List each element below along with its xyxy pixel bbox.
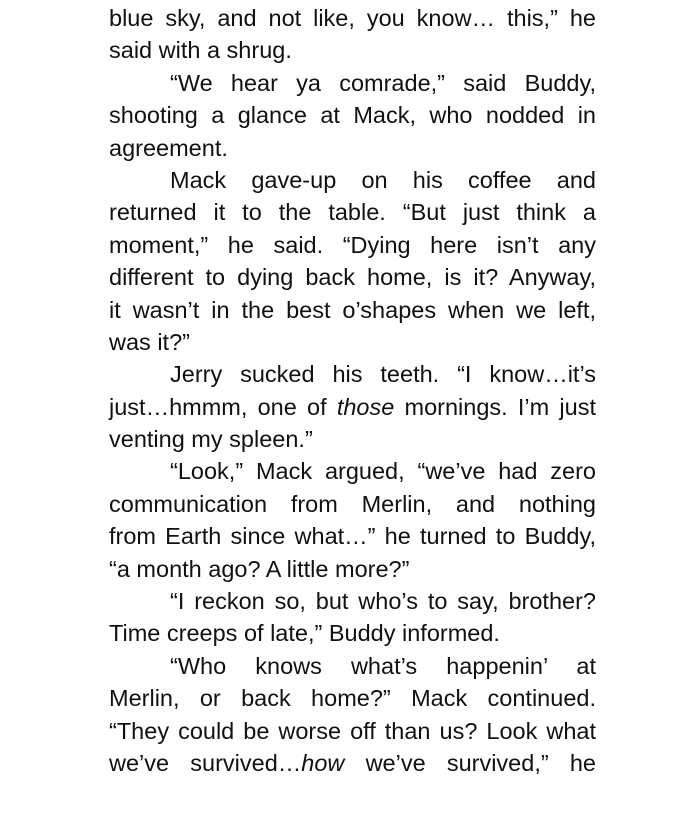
text-line: blue sky, and not like, you know… this,” he bbox=[109, 5, 596, 31]
text-line: from Earth since what…” he turned to Buddy, bbox=[109, 523, 596, 550]
text-line: “Look,” Mack argued, “we’ve had zero bbox=[170, 458, 596, 485]
text-line: shooting a glance at Mack, who nodded in bbox=[109, 102, 596, 129]
text-line: it wasn’t in the best o’shapes when we left, bbox=[109, 296, 596, 323]
paragraph bbox=[109, 2, 596, 67]
text-line: “They could be worse off than us? Look what bbox=[109, 717, 596, 744]
text-line: was it?” bbox=[109, 328, 190, 355]
text-segment: mornings. I’m just bbox=[394, 393, 596, 420]
paragraph bbox=[109, 585, 596, 650]
text-segment: we’ve survived,” he bbox=[344, 749, 596, 776]
text-line: Time creeps of late,” Buddy informed. bbox=[109, 620, 500, 647]
text-line: “We hear ya comrade,” said Buddy, bbox=[170, 69, 596, 96]
text-line: agreement. bbox=[109, 134, 228, 161]
paragraph bbox=[109, 358, 596, 455]
text-line: Mack gave-up on his coffee and bbox=[170, 166, 596, 193]
text-line: venting my spleen.” bbox=[109, 426, 313, 453]
text-line: different to dying back home, is it? Anyway, bbox=[109, 264, 596, 291]
text-line: said with a shrug. bbox=[109, 37, 292, 64]
paragraph bbox=[109, 455, 596, 585]
text-segment: we’ve survived… bbox=[109, 749, 302, 776]
text-line: Jerry sucked his teeth. “I know…it’s bbox=[170, 361, 596, 388]
text-line: “a month ago? A little more?” bbox=[109, 555, 410, 582]
text-line: returned it to the table. “But just think a bbox=[109, 199, 596, 226]
text-line bbox=[109, 391, 596, 423]
text-line: Merlin, or back home?” Mack continued. bbox=[109, 685, 596, 712]
text-line: moment,” he said. “Dying here isn’t any bbox=[109, 231, 596, 258]
text-line: communication from Merlin, and nothing bbox=[109, 490, 596, 517]
italic-text: those bbox=[336, 393, 395, 420]
text-line bbox=[109, 747, 596, 779]
paragraph bbox=[109, 164, 596, 358]
text-line: “Who knows what’s happenin’ at bbox=[170, 652, 596, 679]
body-text bbox=[109, 2, 596, 779]
text-segment: just…hmmm, one of bbox=[109, 393, 337, 420]
text-line: “I reckon so, but who’s to say, brother? bbox=[170, 588, 596, 615]
italic-text: how bbox=[301, 749, 345, 776]
paragraph bbox=[109, 650, 596, 780]
paragraph bbox=[109, 67, 596, 164]
